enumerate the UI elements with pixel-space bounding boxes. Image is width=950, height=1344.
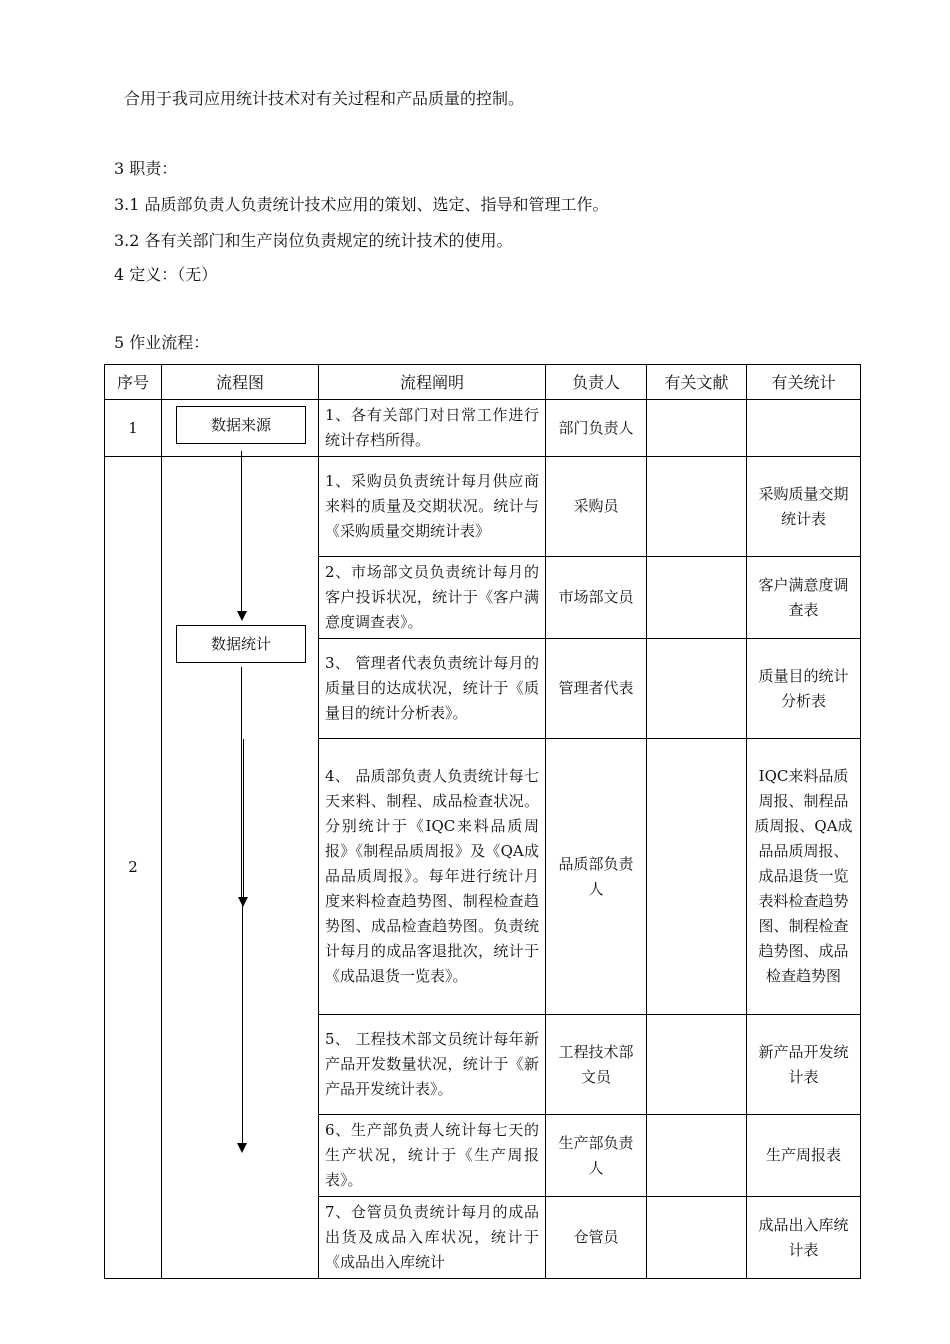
row-description: 7、仓管员负责统计每月的成品出货及成品入库状况，统计于《成品出入库统计 <box>319 1197 546 1279</box>
row-documents <box>647 739 747 1015</box>
header-description: 流程阐明 <box>319 365 546 400</box>
row-documents <box>647 1115 747 1197</box>
process-table <box>104 364 861 1279</box>
flow-connector <box>242 903 243 1143</box>
flow-box-data-source: 数据来源 <box>176 406 306 444</box>
arrow-down-icon <box>237 1143 247 1153</box>
header-seq: 序号 <box>105 365 162 400</box>
row-description: 6、生产部负责人统计每七天的生产状况，统计于《生产周报表》。 <box>319 1115 546 1197</box>
row-owner: 工程技术部文员 <box>546 1015 647 1115</box>
row-documents <box>647 1015 747 1115</box>
flow-box-data-statistics: 数据统计 <box>176 625 306 663</box>
row-documents <box>647 457 747 557</box>
arrow-down-icon <box>237 611 247 621</box>
row-owner: 品质部负责人 <box>546 739 647 1015</box>
row-owner: 生产部负责人 <box>546 1115 647 1197</box>
arrow-down-icon <box>238 897 248 907</box>
row-documents <box>647 639 747 739</box>
row-description: 3、 管理者代表负责统计每月的质量目的达成状况，统计于《质量目的统计分析表》。 <box>319 639 546 739</box>
table-row <box>105 457 861 557</box>
row-description: 1、采购员负责统计每月供应商来料的质量及交期状况。统计与《采购质量交期统计表》 <box>319 457 546 557</box>
row-statistics: 成品出入库统计表 <box>747 1197 861 1279</box>
row-seq: 1 <box>105 400 162 457</box>
section-3-2: 3.2 各有关部门和生产岗位负责规定的统计技术的使用。 <box>114 231 513 250</box>
row-owner: 部门负责人 <box>546 400 647 457</box>
section-4-definition: 4 定义：（无） <box>114 265 218 284</box>
row-description: 2、市场部文员负责统计每月的客户投诉状况，统计于《客户满意度调查表》。 <box>319 557 546 639</box>
row-owner: 市场部文员 <box>546 557 647 639</box>
row-owner: 仓管员 <box>546 1197 647 1279</box>
flow-connector <box>241 667 242 899</box>
section-5-title: 5 作业流程： <box>114 333 210 352</box>
row-statistics: 采购质量交期统计表 <box>747 457 861 557</box>
header-owner: 负责人 <box>546 365 647 400</box>
intro-text: 合用于我司应用统计技术对有关过程和产品质量的控制。 <box>124 89 525 108</box>
row-statistics: 新产品开发统计表 <box>747 1015 861 1115</box>
flowchart-cell-2 <box>162 457 319 1279</box>
section-3-1: 3.1 品质部负责人负责统计技术应用的策划、选定、指导和管理工作。 <box>114 195 609 214</box>
header-statistics: 有关统计 <box>747 365 861 400</box>
row-description: 5、 工程技术部文员统计每年新产品开发数量状况，统计于《新产品开发统计表》。 <box>319 1015 546 1115</box>
section-3-title: 3 职责： <box>114 159 178 178</box>
row-owner: 采购员 <box>546 457 647 557</box>
header-documents: 有关文献 <box>647 365 747 400</box>
row-documents <box>647 400 747 457</box>
row-owner: 管理者代表 <box>546 639 647 739</box>
flowchart-cell-1 <box>162 400 319 457</box>
table-header-row <box>105 365 861 400</box>
row-documents <box>647 1197 747 1279</box>
row-statistics: 客户满意度调查表 <box>747 557 861 639</box>
header-flowchart: 流程图 <box>162 365 319 400</box>
row-statistics: IQC来料品质周报、制程品质周报、QA成品品质周报、成品退货一览表料检查趋势图、制程检查趋势图、成品检查趋势图 <box>747 739 861 1015</box>
flow-connector <box>243 739 244 899</box>
row-seq: 2 <box>105 457 162 1279</box>
flow-connector <box>241 451 242 611</box>
row-description: 4、 品质部负责人负责统计每七天来料、制程、成品检查状况。分别统计于《IQC来料品质周报》《制程品质周报》及《QA成品品质周报》。每年进行统计月度来料检查趋势图、制程检查趋势图、成品检查趋势图。负责统计每月的成品客退批次，统计于《成品退货一览表》。 <box>319 739 546 1015</box>
row-statistics: 质量目的统计分析表 <box>747 639 861 739</box>
row-statistics: 生产周报表 <box>747 1115 861 1197</box>
table-row <box>105 400 861 457</box>
row-statistics <box>747 400 861 457</box>
row-description: 1、各有关部门对日常工作进行统计存档所得。 <box>319 400 546 457</box>
row-documents <box>647 557 747 639</box>
